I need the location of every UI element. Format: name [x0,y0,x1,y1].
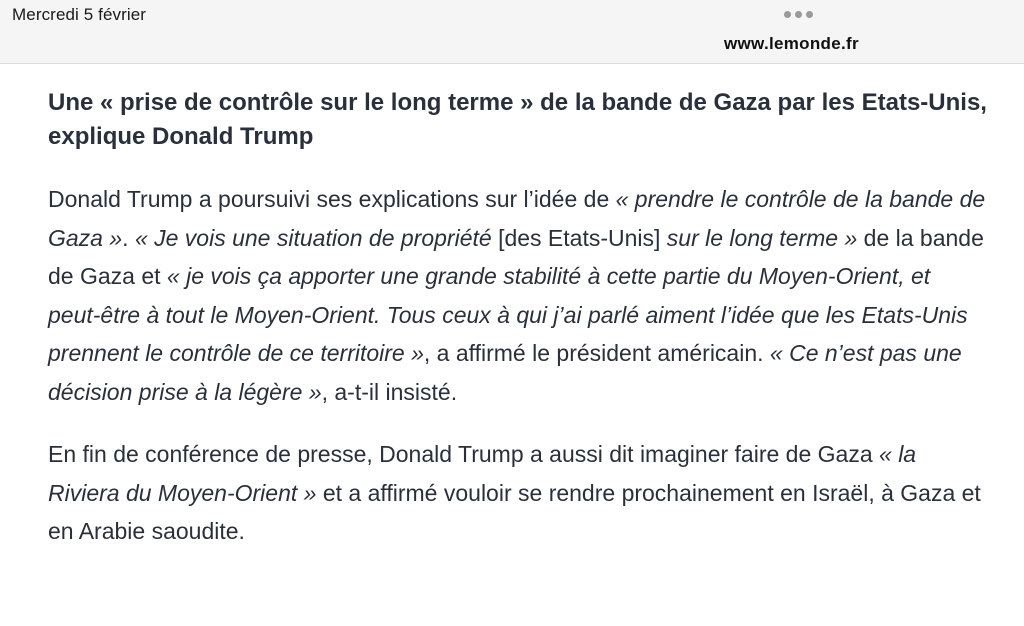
quote-span: sur le long terme » [666,224,858,251]
article-headline: Une « prise de contrôle sur le long terme » de la bande de Gaza par les Etats-Unis, explique Donald Trump [48,89,987,150]
text-span: , a-t-il insisté. [321,378,458,405]
quote-span: « je vois ça apporter une grande stabilité à cette partie du Moyen-Orient, et peut-être à tout le Moyen-Orient. Tous ceux à qui j’ai parlé aiment l’idée que les Etats-Unis prennent le contrôle de ce territoire » [48,263,968,366]
text-span: , a affirmé le président américain. [423,340,770,366]
quote-span: « prendre le contrôle de la bande de Gaza » [48,186,986,251]
dot [806,11,813,18]
article-content [48,86,988,551]
text-span: et a affirmé vouloir se rendre prochainement en Israël, à Gaza et en Arabie saoudite. [48,479,981,544]
more-dots-icon[interactable] [784,11,813,18]
dot [795,11,802,18]
text-span: de la bande de Gaza et [48,224,984,289]
article-paragraph-2 [48,435,988,551]
text-span: . [122,224,135,251]
quote-span: « la Riviera du Moyen-Orient » [48,441,917,506]
dot [784,11,791,18]
quote-span: « Je vois une situation de propriété [134,224,499,251]
article-paragraph-1 [48,180,988,411]
text-span: [des Etats-Unis] [498,224,667,251]
quote-span: « Ce n’est pas une décision prise à la légère » [48,340,962,405]
browser-top-bar [0,0,1024,64]
text-span: Donald Trump a poursuivi ses explications sur l’idée de [48,186,616,212]
address-bar-url[interactable]: www.lemonde.fr [724,34,859,53]
status-bar-date: Mercredi 5 février [12,5,147,24]
text-span: En fin de conférence de presse, Donald Trump a aussi dit imaginer faire de Gaza [48,441,880,467]
